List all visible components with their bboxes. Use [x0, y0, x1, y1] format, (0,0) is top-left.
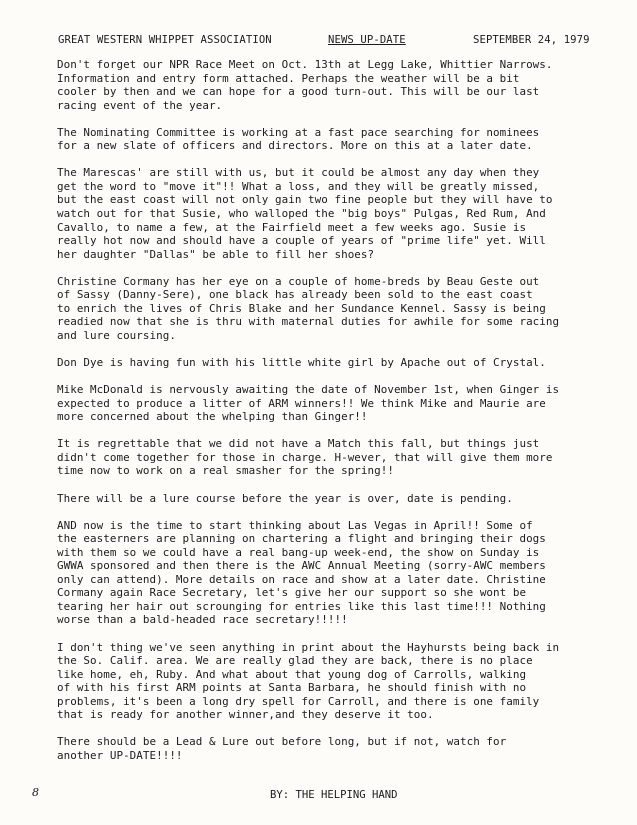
paragraph-marescas: The Marescas' are still with us, but it could be almost any day when they get the word to "move it"!! What a loss, and they will be greatly missed, but the east coast will not only gain two fine people but they will have to watch out for that Susie, who walloped the "big boys" Pulgas, Red Rum, And Cavallo, to name a few, at the Fairfield meet a few weeks ago. Susie is really hot now and should have a couple of years of "prime life" yet. Will her daughter "Dallas" be able to fill her shoes?	[57, 166, 553, 261]
paragraph-don-dye: Don Dye is having fun with his little white girl by Apache out of Crystal.	[57, 356, 546, 370]
page-number: 8	[32, 786, 39, 799]
paragraph-match: It is regrettable that we did not have a Match this fall, but things just didn't come together for those in charge. H-wever, that will give them more time now to work on a real smasher for the spring!!	[57, 437, 553, 478]
newsletter-date: SEPTEMBER 24, 1979	[473, 34, 590, 46]
newsletter-title: NEWS UP-DATE	[328, 34, 406, 46]
paragraph-las-vegas: AND now is the time to start thinking about Las Vegas in April!! Some of the easterners are planning on chartering a flight and bringing their dogs with them so we could have a real bang-up week-end, the show on Sunday is GWWA sponsored and then there is the AWC Annual Meeting (sorry-AWC members only can attend). More details on race and show at a later date. Christine Cormany again Race Secretary, let's give her our support so she wont be tearing her hair out scrounging for entries like this last time!!! Nothing worse than a bald-headed race secretary!!!!!	[57, 518, 546, 627]
paragraph-lure-course: There will be a lure course before the year is over, date is pending.	[57, 491, 513, 505]
newsletter-header	[58, 34, 606, 50]
paragraph-race-meet: Don't forget our NPR Race Meet on Oct. 13th at Legg Lake, Whittier Narrows. Information and entry form attached. Perhaps the weather will be a bit cooler by then and we can hope for a good turn-out. This will be our last racing event of the year.	[57, 58, 553, 112]
paragraph-lead-and-lure: There should be a Lead & Lure out before long, but if not, watch for another UP-DATE!!!!	[57, 735, 507, 762]
paragraph-christine-cormany: Christine Cormany has her eye on a couple of home-breds by Beau Geste out of Sassy (Danny-Sere), one black has already been sold to the east coast to enrich the lives of Chris Blake and her Sundance Kennel. Sassy is being readied now that she is thru with maternal duties for awhile for some racing and lure coursing.	[57, 274, 560, 342]
newsletter-body	[57, 58, 617, 776]
byline: BY: THE HELPING HAND	[270, 789, 398, 801]
organization-name: GREAT WESTERN WHIPPET ASSOCIATION	[58, 34, 272, 46]
paragraph-nominating-committee: The Nominating Committee is working at a fast pace searching for nominees for a new slate of officers and directors. More on this at a later date.	[57, 125, 540, 153]
paragraph-hayhursts: I don't thing we've seen anything in print about the Hayhursts being back in the So. Calif. area. We are really glad they are back, there is no place like home, eh, Ruby. And what about that young dog of Carrolls, walking of with his first ARM points at Santa Barbara, he should finish with no problems, it's been a long dry spell for Carroll, and there is one family that is ready for another winner,and they deserve it too.	[57, 640, 560, 722]
paragraph-mike-mcdonald: Mike McDonald is nervously awaiting the date of November 1st, when Ginger is expected to produce a litter of ARM winners!! We think Mike and Maurie are more concerned about the whelping than Ginger!!	[57, 383, 560, 424]
